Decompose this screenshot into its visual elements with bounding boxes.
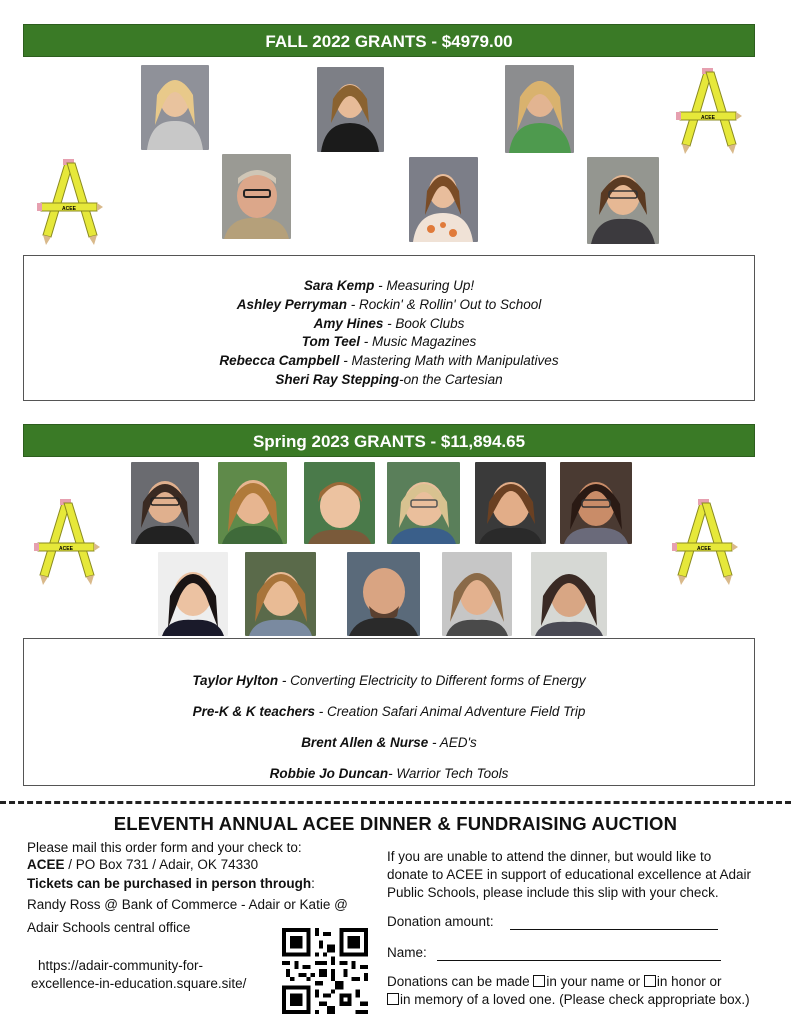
name-label: Name: bbox=[387, 945, 427, 960]
tickets-location: Randy Ross @ Bank of Commerce - Adair or Katie @ bbox=[27, 897, 348, 912]
grant-entry: Rebecca Campbell - Mastering Math with Manipulatives bbox=[219, 353, 559, 369]
website-url[interactable]: https://adair-community-for- bbox=[38, 958, 204, 973]
mailing-address: ACEE / PO Box 731 / Adair, OK 74330 bbox=[27, 857, 259, 872]
grant-entry: Pre-K & K teachers - Creation Safari Animal Adventure Field Trip bbox=[192, 704, 586, 719]
donation-info: If you are unable to attend the dinner, but would like to bbox=[387, 849, 712, 864]
teacher-photo bbox=[141, 65, 209, 150]
teacher-photo bbox=[531, 552, 607, 636]
teacher-photo bbox=[387, 462, 460, 544]
grant-entry: Robbie Jo Duncan- Warrior Tech Tools bbox=[269, 766, 509, 781]
teacher-photo bbox=[131, 462, 199, 544]
teacher-photo bbox=[304, 462, 375, 544]
svg-text:ACEE: ACEE bbox=[62, 206, 76, 212]
grant-entry: Tom Teel - Music Magazines bbox=[301, 334, 477, 350]
teacher-photo bbox=[409, 157, 478, 242]
donation-options: in memory of a loved one. (Please check appropriate box.) bbox=[387, 991, 750, 1008]
grant-entry: Sara Kemp - Measuring Up! bbox=[303, 278, 475, 293]
teacher-photo bbox=[587, 157, 659, 244]
acee-pencil-logo bbox=[676, 66, 742, 154]
svg-text:ACEE: ACEE bbox=[697, 546, 711, 552]
teacher-photo bbox=[158, 552, 228, 636]
donation-amount-label: Donation amount: bbox=[387, 914, 494, 929]
teacher-photo bbox=[475, 462, 546, 544]
acee-pencil-logo bbox=[672, 497, 738, 585]
tickets-location: Adair Schools central office bbox=[27, 920, 191, 935]
in-honor-checkbox[interactable] bbox=[644, 975, 656, 987]
donation-info: donate to ACEE in support of educational excellence at Adair bbox=[387, 867, 751, 882]
fall-grants-banner: FALL 2022 GRANTS - $4979.00 bbox=[23, 24, 755, 57]
teacher-photo bbox=[245, 552, 316, 636]
auction-title: ELEVENTH ANNUAL ACEE DINNER & FUNDRAISING AUCTION bbox=[113, 813, 678, 834]
acee-pencil-logo bbox=[34, 497, 100, 585]
fall-grants-list bbox=[23, 255, 755, 401]
grant-entry: Amy Hines - Book Clubs bbox=[313, 315, 465, 331]
teacher-photo bbox=[317, 67, 384, 152]
teacher-photo bbox=[218, 462, 287, 544]
grant-entry: Sheri Ray Stepping-on the Cartesian bbox=[275, 371, 503, 387]
svg-text:ACEE: ACEE bbox=[59, 546, 73, 552]
teacher-photo bbox=[347, 552, 420, 636]
grant-entry: Ashley Perryman - Rockin' & Rollin' Out to School bbox=[236, 296, 542, 312]
spring-grants-list bbox=[23, 638, 755, 786]
acee-pencil-logo bbox=[37, 157, 103, 245]
grant-entry: Taylor Hylton - Converting Electricity to Different forms of Energy bbox=[192, 673, 586, 688]
name-field[interactable] bbox=[437, 960, 721, 961]
spring-grants-banner: Spring 2023 GRANTS - $11,894.65 bbox=[23, 424, 755, 457]
tickets-heading: Tickets can be purchased in person through: bbox=[27, 876, 315, 891]
in-your-name-checkbox[interactable] bbox=[533, 975, 545, 987]
teacher-photo bbox=[505, 65, 574, 153]
donation-amount-field[interactable] bbox=[510, 929, 718, 930]
donation-options: Donations can be made in your name or in honor or bbox=[387, 974, 722, 989]
teacher-photo bbox=[560, 462, 632, 544]
mail-instructions: Please mail this order form and your check to: bbox=[27, 840, 302, 855]
in-memory-checkbox[interactable] bbox=[387, 993, 399, 1005]
teacher-photo bbox=[442, 552, 512, 636]
website-url[interactable]: excellence-in-education.square.site/ bbox=[31, 976, 247, 991]
qr-code bbox=[282, 928, 368, 1014]
grant-entry: Brent Allen & Nurse - AED's bbox=[301, 735, 477, 750]
svg-text:ACEE: ACEE bbox=[701, 115, 715, 121]
cut-line bbox=[0, 801, 791, 804]
donation-info: Public Schools, please include this slip with your check. bbox=[387, 885, 719, 900]
teacher-photo bbox=[222, 154, 291, 239]
